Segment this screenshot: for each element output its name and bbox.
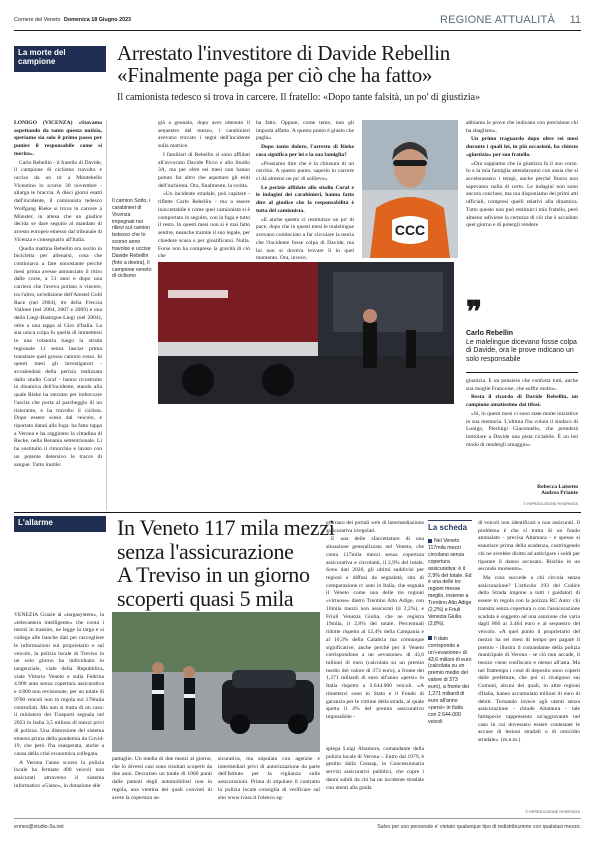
text-para: Ma cosa succede a chi circola senza assicurazione? L'articolo 193 del Codice della Strada impone a tutti i guidatori di essere in regola con la polizza RC Auto: chi transita senza copertura o con l'assicurazione scaduta è soggetto ad una sanzione che varia dagli 866 ai 3.464 euro e al sequestro del veicolo. «A quel punto il proprietario del mezzo ha sei mesi di tempo per pagare il premio - illustra il comandante della polizia municipale di Verona - se ciò non accade, il mezzo viene confiscato e messo all'asta. Ma nel frattempo i costi di deposito sono coperti dalle prefetture, che poi si rivalgono sui Comuni, alcuni dei quali, in altre regioni d'Italia, hanno accumulato milioni di euro di debiti. Tornando invece agli utenti senza assicurazione - chiude Altamura - tale fattispecie rappresenta un'aggravante nel caso in cui dovessero essere contestate le accuse di lesioni stradali o di omicidio stradale». (m.n.m.) (478, 575, 580, 744)
svg-text:CCC: CCC (394, 222, 426, 238)
police-photo (112, 612, 320, 752)
headline-line-4: scoperti quasi 5 mila (117, 585, 294, 611)
text-para: E una delle sfaccettature di una situazione generalizzata nel Veneto, che conta 117mila mezzi senza copertura assicurativa e circolanti, il 2,9% del totale. Sono dati 2020, gli ultimi suddivisi per regioni e diffusi da segnaletà, sito di comparazione rc auto in Italia, che segnala il Veneto come una delle tre regioni «virtuose» dietro Trentino Alto Adige, con 10mila mezzi non assicurati (il 2,2%), e Friuli Venezia Giulia, che ne registra 19mila, il 2,8% del totale. Percentuali ridotte rispetto al 12,4% della Campania e al 10,3% della Calabria ma comunque significative, anche perché per il Veneto corrispondono a un «evasione» di 43,6 milioni di euro (calcolata su un premio medio del valore di 373 euro), a fronte dei 1,271 miliardi di euro all'anno «persi» in Italia rispetto a 2.644.000 veicoli. «A rimetterci sono lo Stato e il Fondo di garanzia per le vittime della strada, al quale spetta il 4% del premio assicurativo impossibile - (326, 536, 424, 720)
article2-column-5 (326, 746, 424, 814)
headline-line-2: senza l'assicurazione (117, 538, 294, 564)
bullet-icon (428, 539, 432, 543)
text-para: «Sì, in questi mesi ci sono state molte iniziative in sua memoria. L'ultima l'ha voluta il sindaco di Lonigo, Pierluigi Giacomello, che prenderà intitolare a Davide una pista ciclabile. È un bel modo di rendergli omaggio». (466, 410, 578, 448)
truck-photo (158, 262, 454, 404)
article2-column-1 (14, 612, 104, 817)
info-box (428, 520, 472, 811)
photo-caption: Il camion Sotto, i carabinieri di Vicenza impegnati nei rilievi sul camion tedesco che lo scorso anno travolse e uccise Davide Rebellin (foto a destra), il campione veneto di ciclismo (112, 198, 152, 280)
issue-date: Domenica 18 Giugno 2023 (63, 17, 132, 23)
author: Rebecca Luisetto (537, 484, 578, 490)
article-divider (14, 512, 581, 513)
article1-subtitle: Il camionista tedesco si trova in carcere. Il fratello: «Dopo tante falsità, un po' di giustizia» (117, 92, 481, 103)
text-para: giornato dei portali web di intermediazione assicurativa irregolari. (326, 520, 424, 534)
author: Andrea Priante (540, 490, 578, 496)
text-para: LONIGO (VICENZA) «Stavamo aspettando da tanto questa notizia, speriamo sia solo il primo passo per punire il responsabile come si merita». (14, 120, 102, 157)
article1-column-1 (14, 120, 102, 515)
text-para: «Possiamo dire che è la chiusura di un cerchio. A questo punto, saperlo in carcere ci dà almeno un po' di sollievo». (256, 160, 354, 183)
question: Dopo tanto dolore, l'arresto di Rieke cosa significa per lei e la sua famiglia? (256, 144, 354, 158)
text-para: giustizia. E un pensiero che conforta tutti, anche sua moglie Francoise, che soffre molto». (466, 378, 578, 392)
cyclist-portrait-image (362, 120, 458, 258)
text-para: Carlo Rebellin - il fratello di Davide, il campione di ciclismo travolto e ucciso da un tir a Montebello Vicentino lo scorso 30 novembre - allarga le braccia. A dieci giorni esatti dall'incidente, il camionista tedesco Wolfgang Rieke si trova in carcere a Münster, in attesa che un giudice decida se dare seguito al mandato di arresto europeo emesso dal tribunale di Vicenza e consegnarlo all'Italia. (14, 159, 102, 243)
authors (466, 484, 578, 496)
section-tag-allarme: L'allarme (14, 516, 106, 532)
headline-line-1: In Veneto 117 mila mezzi (117, 515, 335, 540)
quote-rule (466, 372, 578, 373)
rights-notice: © RIPRODUZIONE RISERVATA (525, 810, 580, 814)
footer-notice: Salvo per uso personale e' vietato qualunque tipo di redistribuzione con qualsiasi mezzo. (377, 824, 581, 830)
article1-column-4 (466, 120, 578, 295)
article2-column-3 (218, 756, 320, 814)
header-rule (14, 30, 581, 31)
article1-column-3 (256, 120, 354, 270)
masthead-date (14, 17, 131, 23)
text-para: A Verona l'anno scorso la polizia locale ha fermato 400 veicoli non assicurati attraverso il sistema informatico «Giano», in dotazione alle (14, 759, 104, 789)
text-para: I familiari di Rebellin si sono affidati all'avvocato Davide Picco e allo Studio 3A, ma per oltre sei mesi non hanno potuto far altro che aspettare gli esiti dell'inchiesta. Ora, finalmente, la svolta. (158, 151, 250, 189)
headline-line-2: «Finalmente paga per ciò che ha fatto» (117, 63, 433, 88)
page-number: 11 (569, 14, 581, 26)
text-para: pattuglie. Un media di due mezzi al giorno, che lo diversi casi sono risultati scoperti da due anni. Decurtato un totale di 1000 punti dalle patenti degli automobilisti non in regola, una ventina dei quali convinti di avere la copertura as- (112, 756, 212, 801)
text-para: «Ora sappiamo che la giustizia fa il suo corso. Io e la mia famiglia attendavamo con ansia che si accelerassero i tempi, anche perché finora non sapevamo nulla di certo. Le indagini non sono ancora concluse, ma ora disponiamo dei primi atti ufficiali, compresi quelli relativi alla dinamica. Tutto questo non può restituirci mio fratello, però almeno adiviene la certezza di ciò che è accaduto quel giorno e di potergli rendere (466, 160, 578, 229)
quote-mark-icon: ❞ (466, 296, 483, 329)
bullet-icon (428, 636, 432, 640)
cyclist-photo (362, 120, 458, 258)
info-box-title: La scheda (428, 523, 468, 532)
question: Le perizie affidate allo studio Coraf e le indagini dei carabinieri, hanno fatto dire al giudice che la responsabilità è tutta del camionista. (256, 184, 354, 214)
headline-line-3: A Treviso in un giorno (117, 562, 310, 588)
column-divider (106, 120, 107, 510)
question: Un primo traguardo dopo oltre sei mesi durante i quali lei, in più occasioni, ha chiesto «giustizia» per suo fratello. (466, 136, 578, 158)
info-box-item: Il dato corrisponde a un'«evasione» di 43,6 milioni di euro (calcolata su un premio medio del valore di 373 euro), a fronte dei 1,271 miliardi di euro all'anno «persi» in Italia con 2.644.000 veicoli (428, 635, 472, 725)
text-para: «Un incidente stradale, può capitare - riflette Carlo Rebellin - ma a essere inaccettabile è come quel camionista si è comportato in seguito, con la fuga e tutto il resto. In questi mesi non si è mai fatto sentire, neanche tramite il suo legale, per chiedere scusa o per giustificarsi. Nulla. Forse non ha compreso la gravità di ciò che (158, 191, 250, 260)
article2-column-4 (326, 520, 424, 744)
article1-headline (117, 42, 587, 86)
section-label: REGIONE ATTUALITÀ (439, 14, 555, 26)
article1-column-2 (158, 120, 250, 260)
headline-line-1: Arrestato l'investitore di Davide Rebellin (117, 41, 450, 65)
text-para: «E anche questo ci restituisce un po' di pace, dopo che in questi mesi le malelingue avevano cominciato a far circolare la teoria che l'incidente fosse colpa di Davide, ma lui non si doveva trovare lì in quel momento. Ora, invece, (256, 216, 354, 262)
text-para: sicurativa, ma stipulata con agenzie e intermediari privi di autorizzazione da parte dell'Istituto per la vigilanza sulle assicurazioni. Prima di stipulare il contratto la polizia locale consiglia di verificare sul sito www.ivass.it l'elenco ag- (218, 756, 320, 801)
quote-text: Le malelingue dicevano fosse colpa di Davide, ora le prove indicano un solo responsabile (466, 338, 577, 363)
rights-notice: © RIPRODUZIONE RISERVATA (523, 502, 578, 506)
footer-rule (14, 818, 581, 819)
article1-column-5 (466, 378, 578, 482)
section-tag-rebellin: La morte del campione (14, 46, 106, 72)
carabinieri-truck-image (158, 262, 454, 404)
footer-email: ermes@studio-3a.net (14, 824, 64, 830)
text-para: spiega Luigi Altamura, comandante della polizia locale di Verona -. Entro dal 1979, è gestito dalla Consap, la Concessionaria servizi assicurativi pubblici, che copre i danni subiti da chi ha un incidente stradale con utenti alla guida (326, 746, 424, 791)
text-para: Quella mattina Rebellin era uscito in bicicletta per allenarsi, cosa che continuava a fare nonostante perché mesi prima avesse annunciato il ritiro dalle corse, a 51 anni e dopo una carriera che l'aveva portato a vincere, tra l'altro, un'edizione dell'Amstel Gold Race (nel 2004), tre della Freccia Vallone (nel 2004, 2007 e 2009) e una della Liegi-Bastogne-Liegi (nel 2004), oltre a una tappa al Giro d'Italia. La sua unica colpa fu quella di immettersi in una rotatoria lungo la strada regionale 11 senza lasciar prima transitare quel grosso camion rosso. In questi mesi gli investigatori - avvalendosi della perizia realizzata dallo studio Coraf - hanno ricostruito la dinamica dell'incidente, stando alla quale Rieke ha sterzato per imboccare l'uscita che porta al parcheggio di un ristorante, e ha travolto il ciclista. Dopo essere sceso dal veicolo, e riportato danni alla fuga: ha fatto tappa a Verona e ha raggiunto la cittadina di Recke, nella Renania settentrionale. Lì ha sostituito il rimorchio e lavato con un potente detersivo le tracce di sangue. Tutto inutile: (14, 245, 102, 468)
text-para: ha fatto. Oppure, come temo, non gli importa affatto. A questo punto è giusto che paghi». (256, 120, 354, 142)
text-para: già a gennaio, dopo aver ottenuto il sequestro del mezzo, i carabinieri avevano trovato i segni dell'incidente sulla motrice. (158, 120, 250, 150)
text-para: VENEZIA Grazie al «targasystem», la «telecamera intelligente» che conta i mezzi in transito, ne legge la targa e si collega alle banche dati per raccogliere le informazioni sul proprietario e sul veicolo, la polizia locale di Treviso in un solo giorno ha individuato in tangenziale, viale della Repubblica, viale Vittorio Veneto e sulla Feltrina 4.900 auto senza copertura assicurativa e 4.800 non revisionate, per un totale di 9700 veicoli non in regola sui 178mila controllati. Ma non si tratta di un caso: il ministero dei Trasporti segnala nel 2023 in Italia 3,5 milioni di mezzi privi di polizza. Una distorsione del sistema emersa prima della pandemia da Covid-19, che però l'ha esasperata, anche a causa della crisi economica collegata. (14, 612, 104, 757)
quote-name: Carlo Rebellin (466, 330, 514, 337)
police-checkpoint-image (112, 612, 320, 752)
pull-quote (466, 330, 578, 364)
masthead: Corriere del Veneto (14, 17, 61, 23)
question: Resta il ricordo di Davide Rebellin, un campione amatissimo dai tifosi. (466, 394, 578, 409)
text-para: abbiamo le prove che indicano con precisione chi ha sbagliato». (466, 120, 578, 134)
text-para: di veicoli non identificati o non assicurati. Il problema è che si tratta di un fondo ammalato - precisa Altamura - e spesso si esaurisce prima della scadenza, costringendo chi ne avrebbe diritto ad anticipare i soldi per riparare il danno accusato. Rischio in un secondo momento». (478, 520, 580, 573)
info-box-item: Nel Veneto 117mila mezzi circolano senza copertura assicurativa: è il 2,9% del totale. Ed è una delle tre regioni messe meglio, insieme a Trentino Alto Adige (2,2%) e Friuli Venezia Giulia (2,8%). (428, 538, 472, 627)
article2-column-2 (112, 756, 212, 814)
article2-column-6 (478, 520, 580, 808)
